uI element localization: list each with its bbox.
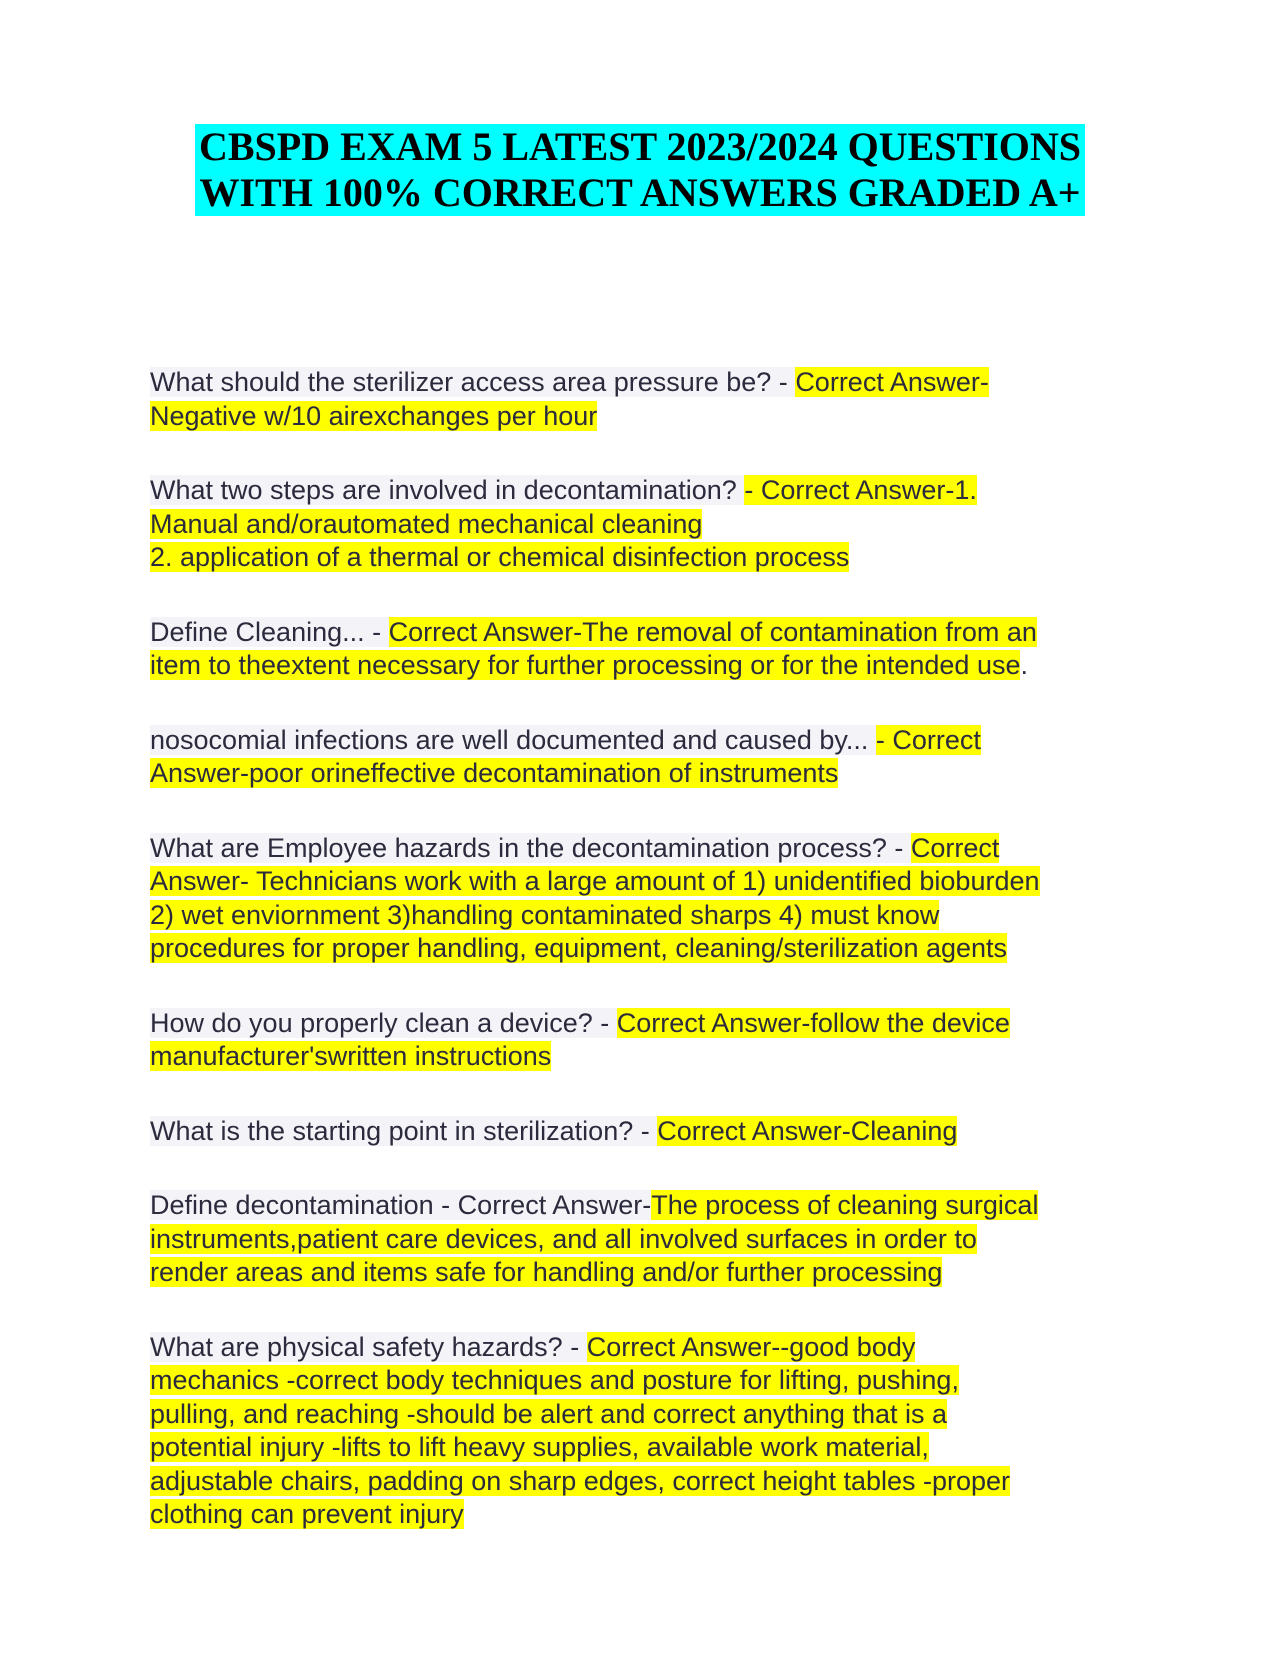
answer-text: clothing can prevent injury (150, 1499, 464, 1529)
question-text: Define Cleaning... - (150, 616, 389, 647)
qa-item-1 (150, 366, 1150, 433)
answer-text: render areas and items safe for handling and/or further processing (150, 1257, 943, 1287)
answer-text: - Correct (875, 724, 981, 755)
question-text: How do you properly clean a device? - (150, 1007, 617, 1038)
qa-item-6 (150, 1007, 1150, 1074)
answer-text: Answer-poor orineffective decontamination of instruments (150, 758, 839, 788)
question-text: Define decontamination - Correct Answer- (150, 1190, 652, 1220)
answer-text: procedures for proper handling, equipment, cleaning/sterilization agents (150, 933, 1008, 963)
qa-item-7 (150, 1115, 1150, 1149)
answer-text: 2. application of a thermal or chemical disinfection process (150, 542, 850, 572)
qa-item-8 (150, 1189, 1150, 1290)
question-text: What are Employee hazards in the decontamination process? - (150, 832, 911, 863)
answer-text: Correct Answer-The removal of contamination from an (388, 616, 1037, 647)
document-title (0, 124, 1280, 216)
answer-text: Answer- Technicians work with a large amount of 1) unidentified bioburden (150, 866, 1040, 896)
answer-text: Correct (910, 832, 1000, 863)
answer-text: potential injury -lifts to lift heavy supplies, available work material, (150, 1432, 929, 1462)
answer-text: manufacturer'swritten instructions (150, 1041, 552, 1071)
answer-text: mechanics -correct body techniques and posture for lifting, pushing, (150, 1365, 959, 1395)
answer-text: The process of cleaning surgical (651, 1190, 1039, 1220)
question-text: What should the sterilizer access area pressure be? - (150, 367, 796, 397)
question-text: What are physical safety hazards? - (150, 1331, 587, 1362)
answer-text: adjustable chairs, padding on sharp edges, correct height tables -proper (150, 1465, 1011, 1496)
question-text: nosocomial infections are well documented and caused by... (150, 724, 876, 755)
qa-item-9 (150, 1331, 1150, 1532)
answer-text: Manual and/orautomated mechanical cleaning (150, 508, 703, 539)
title-line-1: CBSPD EXAM 5 LATEST 2023/2024 QUESTIONS (195, 124, 1085, 170)
answer-text: 2) wet enviornment 3)handling contaminated sharps 4) must know (150, 899, 940, 930)
answer-text: Correct Answer-follow the device (616, 1007, 1010, 1038)
answer-tail: . (1020, 650, 1028, 680)
answer-text: Negative w/10 airexchanges per hour (150, 400, 598, 431)
qa-item-4 (150, 724, 1150, 791)
qa-list (150, 366, 1150, 1532)
qa-item-3 (150, 616, 1150, 683)
question-text: What two steps are involved in decontamination? (150, 475, 745, 505)
answer-text: pulling, and reaching -should be alert and correct anything that is a (150, 1398, 948, 1429)
answer-text: Correct Answer--good body (586, 1331, 916, 1362)
question-text: What is the starting point in sterilization? - (150, 1115, 658, 1146)
title-line-2: WITH 100% CORRECT ANSWERS GRADED A+ (195, 170, 1084, 216)
qa-item-5 (150, 832, 1150, 966)
answer-text: Correct Answer- (795, 367, 989, 397)
answer-text: Correct Answer-Cleaning (657, 1115, 958, 1146)
answer-text: item to theextent necessary for further processing or for the intended use (150, 650, 1021, 680)
qa-item-2 (150, 474, 1150, 575)
answer-text: - Correct Answer-1. (744, 475, 977, 505)
answer-text: instruments,patient care devices, and all involved surfaces in order to (150, 1223, 977, 1254)
